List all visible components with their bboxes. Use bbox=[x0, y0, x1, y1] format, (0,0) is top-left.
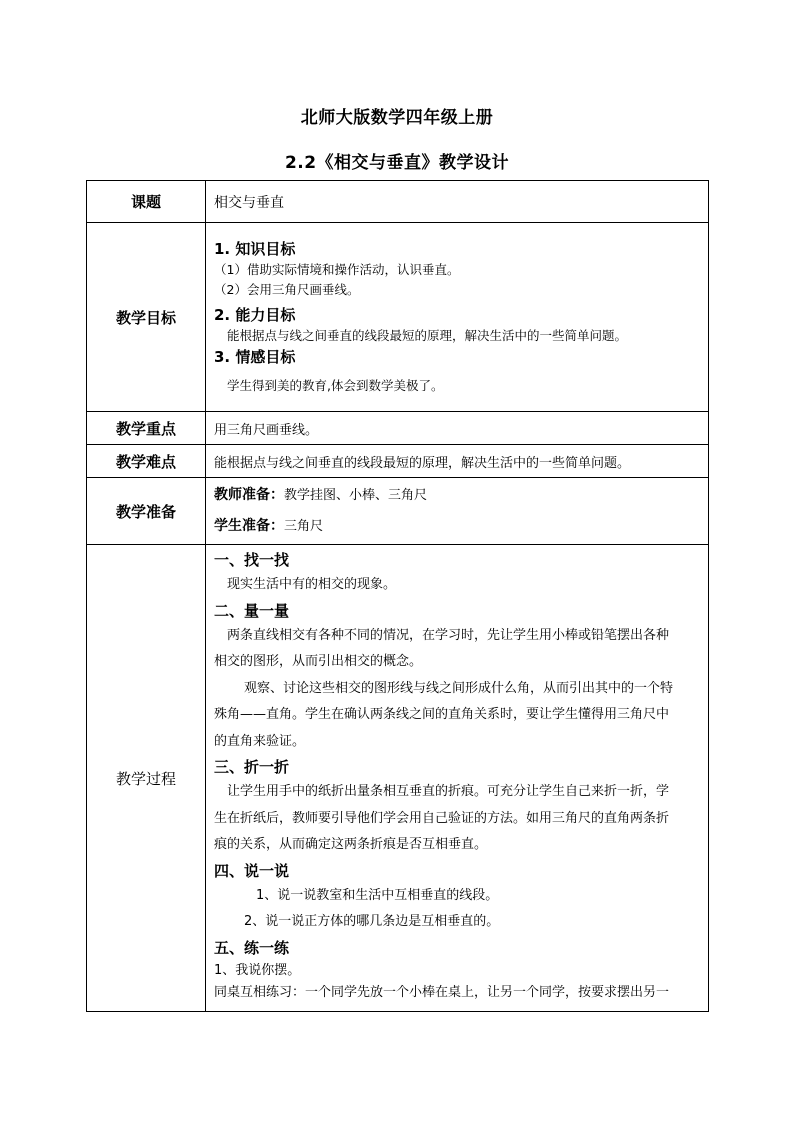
emotion-text: 学生得到美的教育,体会到数学美极了。 bbox=[227, 378, 444, 393]
knowledge-item: （2）会用三角尺画垂线。 bbox=[214, 282, 360, 297]
process-label: 教学过程 bbox=[87, 545, 206, 1012]
student-prep-label: 学生准备： bbox=[214, 518, 284, 534]
paragraph-line: 生在折纸后，教师要引导他们学会用自己验证的方法。如用三角尺的直角两条折 bbox=[214, 810, 670, 826]
list-item: 1、我说你摆。 bbox=[214, 962, 301, 978]
paragraph-line: 的直角来验证。 bbox=[214, 733, 306, 749]
paragraph-line: 殊角——直角。学生在确认两条线之间的直角关系时，要让学生懂得用三角尺中 bbox=[214, 707, 670, 722]
knowledge-item: （1）借助实际情境和操作活动，认识垂直。 bbox=[214, 262, 460, 277]
list-item: 同桌互相练习：一个同学先放一个小棒在桌上，让另一个同学，按要求摆出另一 bbox=[214, 984, 670, 1000]
student-prep-value: 三角尺 bbox=[284, 519, 324, 534]
section-heading: 一、找一找 bbox=[214, 551, 290, 569]
row-preparation bbox=[87, 478, 709, 545]
paragraph-line: 让学生用手中的纸折出量条相互垂直的折痕。可充分让学生自己来折一折，学 bbox=[227, 784, 670, 799]
preparation-content bbox=[206, 478, 709, 545]
paragraph-line: 观察、讨论这些相交的图形线与线之间形成什么角，从而引出其中的一个特 bbox=[244, 680, 674, 696]
document-title: 北师大版数学四年级上册 bbox=[300, 108, 494, 128]
section-text: 现实生活中有的相交的现象。 bbox=[227, 577, 397, 592]
row-topic bbox=[87, 181, 709, 223]
ability-heading: 2. 能力目标 bbox=[214, 306, 296, 324]
paragraph-line: 两条直线相交有各种不同的情况，在学习时，先让学生用小棒或铅笔摆出各种 bbox=[227, 627, 670, 643]
list-item: 1、说一说教室和生活中互相垂直的线段。 bbox=[256, 887, 499, 903]
section-heading: 三、折一折 bbox=[214, 758, 290, 776]
difficulty-value: 能根据点与线之间垂直的线段最短的原理，解决生活中的一些简单问题。 bbox=[206, 445, 709, 478]
teacher-prep-label: 教师准备： bbox=[214, 487, 284, 503]
row-goals bbox=[87, 223, 709, 412]
row-process bbox=[87, 545, 709, 1012]
paragraph-line: 痕的关系，从而确定这两条折痕是否互相垂直。 bbox=[214, 837, 488, 852]
emotion-heading: 3. 情感目标 bbox=[214, 348, 296, 366]
difficulty-label: 教学难点 bbox=[87, 445, 206, 478]
teacher-prep-value: 教学挂图、小棒、三角尺 bbox=[284, 488, 428, 503]
paragraph-line: 相交的图形，从而引出相交的概念。 bbox=[214, 654, 423, 669]
goals-content bbox=[206, 223, 709, 412]
knowledge-heading: 1. 知识目标 bbox=[214, 240, 296, 258]
document-subtitle: 2.2《相交与垂直》教学设计 bbox=[284, 153, 510, 173]
preparation-label: 教学准备 bbox=[87, 478, 206, 545]
ability-text: 能根据点与线之间垂直的线段最短的原理，解决生活中的一些简单问题。 bbox=[227, 328, 628, 343]
row-key-point bbox=[87, 412, 709, 445]
section-heading: 四、说一说 bbox=[214, 861, 290, 880]
section-heading: 二、量一量 bbox=[214, 601, 290, 620]
row-difficulty bbox=[87, 445, 709, 478]
section-heading: 五、练一练 bbox=[214, 938, 290, 957]
key-point-value: 用三角尺画垂线。 bbox=[206, 412, 709, 445]
key-point-label: 教学重点 bbox=[87, 412, 206, 445]
goals-label: 教学目标 bbox=[87, 223, 206, 412]
topic-value: 相交与垂直 bbox=[206, 181, 709, 223]
topic-label: 课题 bbox=[87, 181, 206, 223]
process-content bbox=[206, 545, 709, 1012]
list-item: 2、说一说正方体的哪几条边是互相垂直的。 bbox=[244, 914, 500, 929]
lesson-plan-table bbox=[86, 180, 709, 1012]
